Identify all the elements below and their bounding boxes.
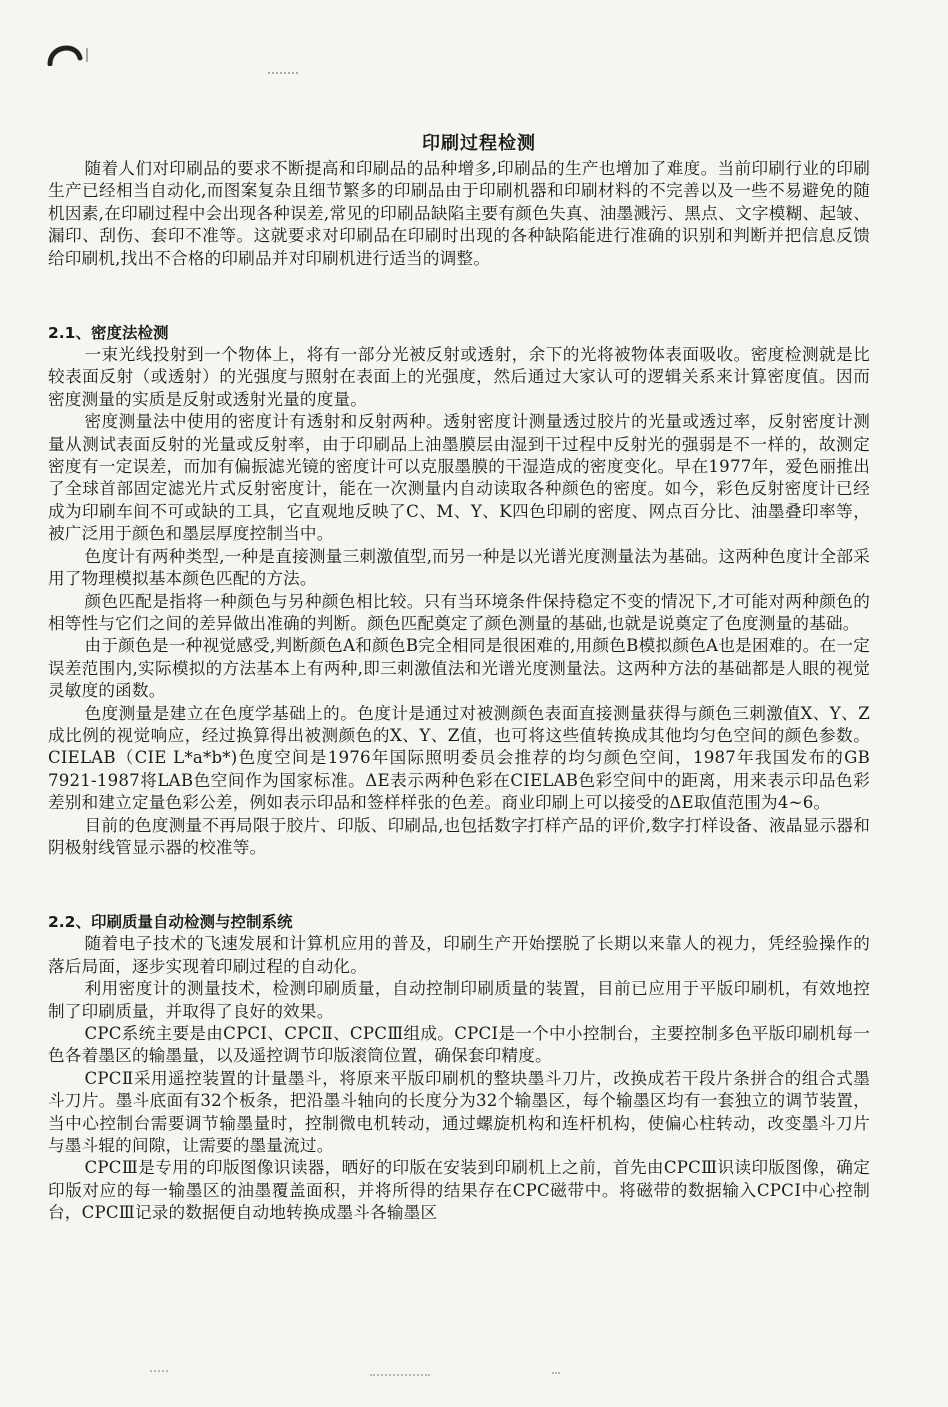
section-heading-auto-control: 2.2、印刷质量自动检测与控制系统: [48, 913, 293, 932]
section1-paragraph: 密度测量法中使用的密度计有透射和反射两种。透射密度计测量透过胶片的光量或透过率，反射密度计测量从测试表面反射的光量或反射率，由于印刷品上油墨膜层由湿到干过程中反射光的强弱是不一样的，故测定密度有一定误差，而加有偏振滤光镜的密度计可以克服墨膜的干湿造成的密度变化。早在1977年，爱色丽推出了全球首部固定滤光片式反射密度计，能在一次测量内自动读取各种颜色的密度。如今，彩色反射密度计已经成为印刷车间不可或缺的工具，它直观地反映了C、M、Y、K四色印刷的密度、网点百分比、油墨叠印率等，被广泛用于颜色和墨层厚度控制当中。: [48, 412, 870, 544]
section1-paragraph: 一束光线投射到一个物体上，将有一部分光被反射或透射，余下的光将被物体表面吸收。密度检测就是比较表面反射（或透射）的光强度与照射在表面上的光强度，然后通过大家认可的逻辑关系来计算密度值。因而密度测量的实质是反射或透射光量的度量。: [48, 345, 870, 409]
section1-paragraph: 颜色匹配是指将一种颜色与另种颜色相比较。只有当环境条件保持稳定不变的情况下,才可能对两种颜色的相等性与它们之间的差异做出准确的判断。颜色匹配奠定了颜色测量的基础,也就是说奠定了色度测量的基础。: [48, 591, 870, 633]
section1-paragraph: 色度计有两种类型,一种是直接测量三刺激值型,而另一种是以光谱光度测量法为基础。这两种色度计全部采用了物理模拟基本颜色匹配的方法。: [48, 546, 870, 589]
section2-paragraph: 随着电子技术的飞速发展和计算机应用的普及，印刷生产开始摆脱了长期以来靠人的视力，凭经验操作的落后局面，逐步实现着印刷过程的自动化。: [48, 934, 870, 976]
scan-artifact-mark: [46, 40, 84, 66]
section2-paragraph: CPCⅡ采用遥控装置的计量墨斗，将原来平版印刷机的整块墨斗刀片，改换成若干段片条拼合的组合式墨斗刀片。墨斗底面有32个板条，把沿墨斗轴向的长度分为32个输墨区，每个输墨区均有一套独立的调节装置，当中心控制台需要调节输墨量时，控制微电机转动，通过螺旋机构和连杆机构，使偏心柱转动，改变墨斗刀片与墨斗辊的间隙，让需要的墨量流过。: [48, 1068, 870, 1156]
document-body: [48, 132, 870, 1225]
scan-artifact-tick: [86, 48, 96, 62]
scan-artifact-dots: [268, 72, 298, 75]
section2-paragraph: 利用密度计的测量技术，检测印刷质量，自动控制印刷质量的装置，目前已应用于平版印刷机，有效地控制了印刷质量，并取得了良好的效果。: [48, 979, 870, 1021]
scan-footer-artifacts: [0, 1362, 948, 1402]
section-heading-density: 2.1、密度法检测: [48, 324, 169, 343]
section2-paragraph: CPC系统主要是由CPCⅠ、CPCⅡ、CPCⅢ组成。CPCⅠ是一个中小控制台，主要控制多色平版印刷机每一色各着墨区的输墨量，以及遥控调节印版滚筒位置，确保套印精度。: [48, 1024, 870, 1066]
section1-paragraph: 由于颜色是一种视觉感受,判断颜色A和颜色B完全相同是很困难的,用颜色B模拟颜色A也是困难的。在一定误差范围内,实际模拟的方法基本上有两种,即三刺激值法和光谱光度测量法。这两种方法的基础都是人眼的视觉灵敏度的函数。: [48, 636, 870, 701]
section2-paragraph: CPCⅢ是专用的印版图像识读器，晒好的印版在安装到印刷机上之前，首先由CPCⅢ识读印版图像，确定印版对应的每一输墨区的油墨覆盖面积，并将所得的结果存在CPC磁带中。将磁带的数据输入CPCⅠ中心控制台，CPCⅢ记录的数据便自动地转换成墨斗各输墨区: [48, 1158, 870, 1223]
section1-paragraph: 目前的色度测量不再局限于胶片、印版、印刷品,也包括数字打样产品的评价,数字打样设备、液晶显示器和阴极射线管显示器的校准等。: [48, 815, 870, 857]
page-title: 印刷过程检测: [422, 133, 536, 154]
section1-paragraph: 色度测量是建立在色度学基础上的。色度计是通过对被测颜色表面直接测量获得与颜色三刺激值X、Y、Z成比例的视觉响应，经过换算得出被测颜色的X、Y、Z值，也可将这些值转换成其他均匀色空间的颜色参数。CIELAB（CIE L*a*b*)色度空间是1976年国际照明委员会推荐的均匀颜色空间，1987年我国发布的GB 7921-1987将LAB色空间作为国家标准。ΔE表示两种色彩在CIELAB色彩空间中的距离，用来表示印品色彩差别和建立定量色彩公差，例如表示印品和签样样张的色差。商业印刷上可以接受的ΔE取值范围为4~6。: [48, 703, 870, 813]
intro-paragraph: 随着人们对印刷品的要求不断提高和印刷品的品种增多,印刷品的生产也增加了难度。当前印刷行业的印刷生产已经相当自动化,而图案复杂且细节繁多的印刷品由于印刷机器和印刷材料的不完善以及一些不易避免的随机因素,在印刷过程中会出现各种误差,常见的印刷品缺陷主要有颜色失真、油墨溅污、黑点、文字模糊、起皱、漏印、刮伤、套印不准等。这就要求对印刷品在印刷时出现的各种缺陷能进行准确的识别和判断并把信息反馈给印刷机,找出不合格的印刷品并对印刷机进行适当的调整。: [48, 159, 870, 268]
